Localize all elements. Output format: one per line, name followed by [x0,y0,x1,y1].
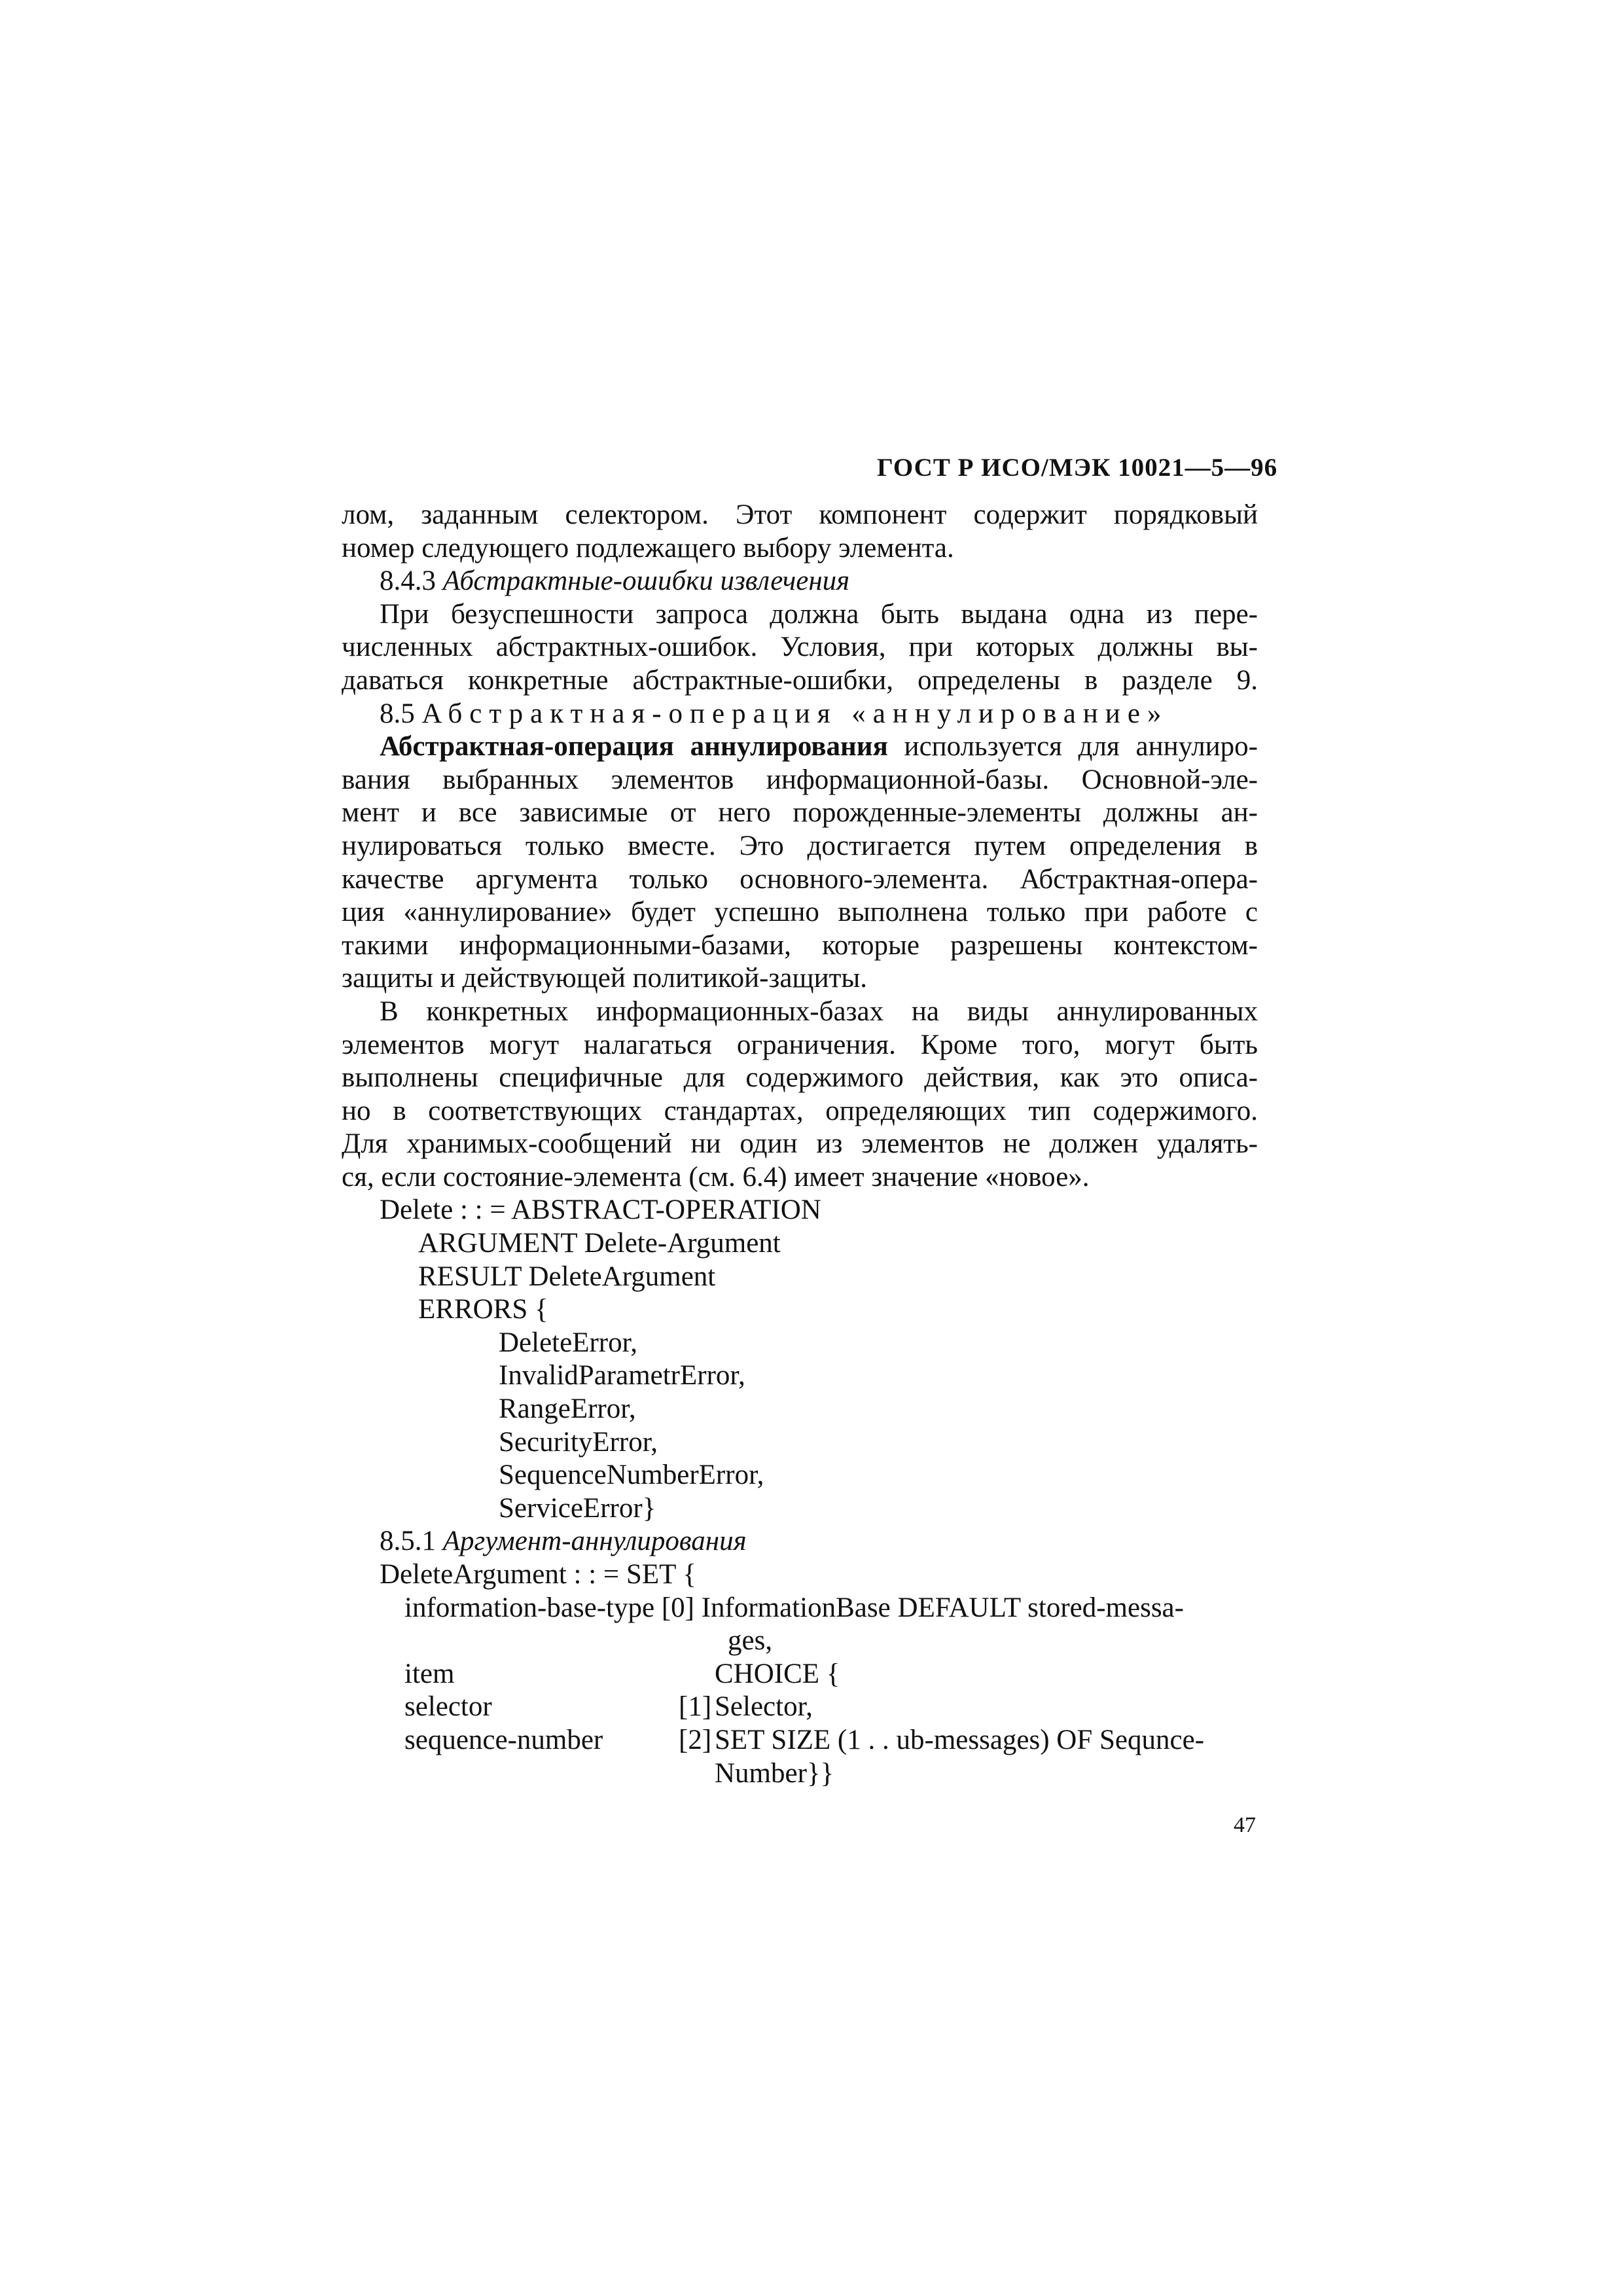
text-line: элементов могут налагаться ограничения. Кроме того, могут быть [342,1029,1258,1060]
table-row [342,1724,1258,1757]
code-line: SecurityError, [499,1426,658,1458]
code-line: ERRORS { [418,1294,548,1325]
text-line: лом, заданным селектором. Этот компонент содержит порядковый [342,499,1258,530]
text-line: даваться конкретные абстрактные-ошибки, определены в разделе 9. [342,664,1258,696]
code-line: DeleteError, [499,1327,637,1358]
text-line: ция «аннулирование» будет успешно выполнена только при работе с [342,897,1258,928]
table-row [342,1658,1258,1691]
code-block-delete [342,1194,1258,1525]
code-line: SequenceNumberError, [499,1460,764,1491]
code-line: Number}} [715,1757,834,1789]
text-line: номер следующего подлежащего выбору элемента. [342,532,954,564]
field-type: Selector, [715,1691,813,1723]
code-line: RangeError, [499,1393,636,1425]
section-title: Абстрактные-ошибки извлечения [442,565,850,597]
field-tag: [2] [679,1724,712,1755]
code-line: DeleteArgument : : = SET { [380,1559,696,1590]
code-line: information-base-type [0] InformationBase DEFAULT stored-messa- [404,1592,1184,1623]
text-line: При безуспешности запроса должна быть выдана одна из пере- [380,598,1258,630]
text-line: Для хранимых-сообщений ни один из элементов не должен удалять- [342,1128,1258,1160]
section-number: 8.5.1 [380,1526,436,1557]
paragraph-continuation [342,499,1258,565]
field-type: CHOICE { [715,1658,840,1689]
section-number: 8.5 [380,698,415,729]
paragraph-restrictions [342,996,1258,1194]
section-heading-8-5 [342,698,1258,731]
field-tag: [1] [679,1691,712,1723]
field-name: selector [404,1691,492,1723]
paragraph-8-5 [342,730,1258,996]
text-line: но в соответствующих стандартах, определяющих тип содержимого. [342,1095,1258,1126]
text-fragment: используется для аннулиро- [887,731,1258,762]
text-line: нулироваться только вместе. Это достигается путем определения в [342,830,1258,861]
code-line: RESULT DeleteArgument [418,1261,716,1292]
text-line: защиты и действующей политикой-защиты. [342,963,868,994]
code-line: ARGUMENT Delete-Argument [418,1228,781,1259]
table-row [342,1691,1258,1724]
section-title: Аргумент-аннулирования [442,1526,747,1557]
page-number: 47 [1234,1813,1256,1837]
section-heading-8-5-1 [342,1525,1258,1558]
code-line: ges, [728,1625,773,1657]
bold-term: Абстрактная-операция аннулирования [380,731,888,762]
text-line: ся, если состояние-элемента (см. 6.4) имеет значение «новое». [342,1161,1090,1193]
field-name: sequence-number [404,1724,603,1755]
paragraph-8-4-3 [342,598,1258,698]
page-body [342,499,1258,1790]
text-line: численных абстрактных-ошибок. Условия, при которых должны вы- [342,632,1258,663]
code-line: Delete : : = ABSTRACT-OPERATION [380,1194,821,1226]
field-type: SET SIZE (1 . . ub-messages) OF Sequnce- [715,1724,1205,1755]
field-name: item [404,1658,455,1689]
text-line: В конкретных информационных-базах на виды аннулированных [380,996,1258,1027]
text-line: такими информационными-базами, которые разрешены контекстом- [342,929,1258,961]
text-line: качестве аргумента только основного-элемента. Абстрактная-опера- [342,863,1258,895]
text-line: мент и все зависимые от него порожденные-элементы должны ан- [342,797,1258,829]
text-line: выполнены специфичные для содержимого действия, как это описа- [342,1062,1258,1094]
text-line: вания выбранных элементов информационной-базы. Основной-эле- [342,764,1258,795]
document-header: ГОСТ Р ИСО/МЭК 10021—5—96 [877,454,1278,482]
code-line: InvalidParametrError, [499,1360,745,1391]
section-title: Абстрактная-операция «аннулирование» [421,698,1169,729]
text-line [342,730,1258,764]
section-number: 8.4.3 [380,565,436,597]
code-block-delete-argument [342,1558,1258,1790]
code-line: ServiceError} [499,1492,656,1524]
section-heading-8-4-3 [342,565,1258,598]
